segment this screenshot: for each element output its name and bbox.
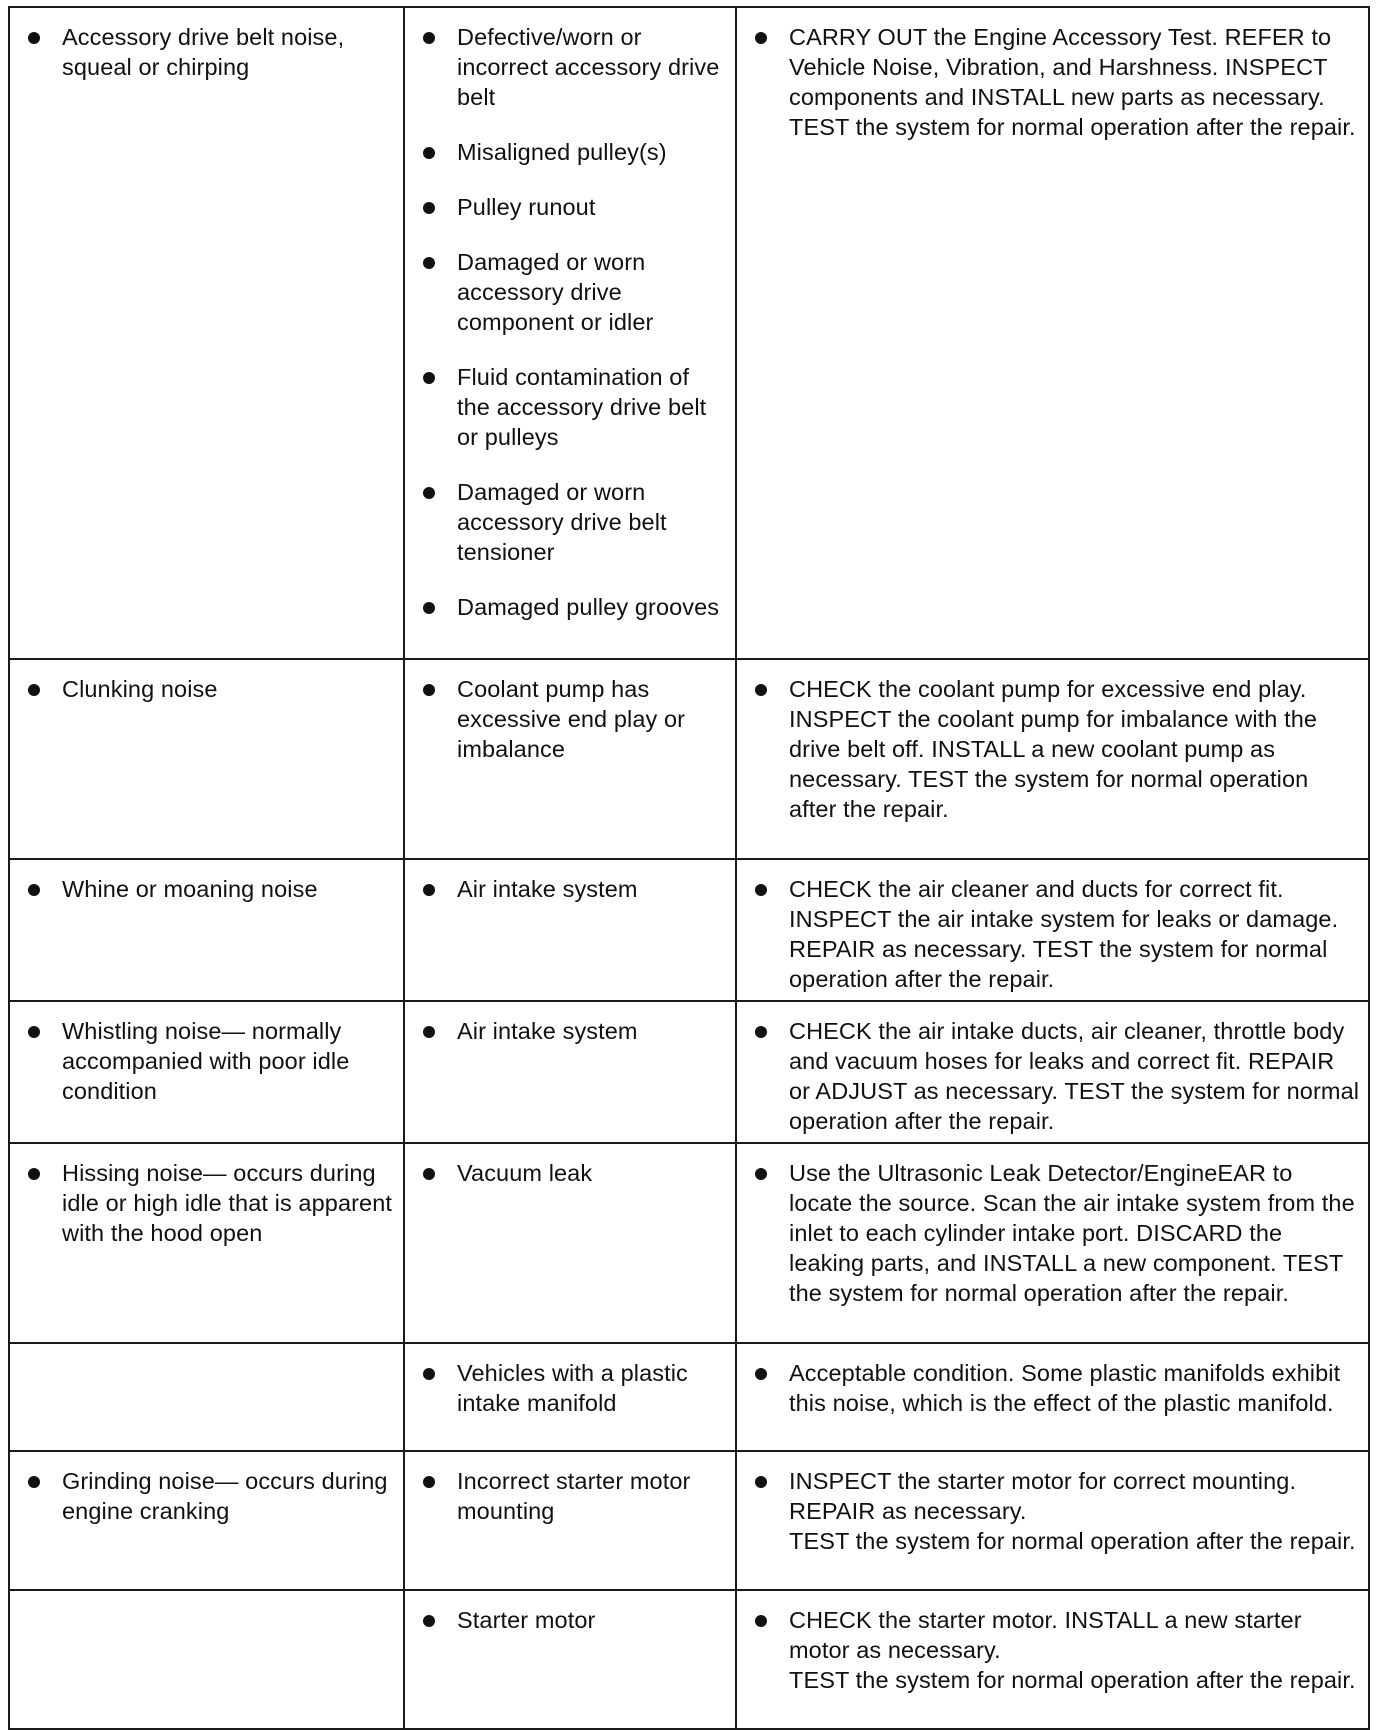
cause-cell — [404, 1143, 736, 1343]
cause-text: Starter motor — [457, 1607, 596, 1633]
bullet-icon — [28, 1026, 40, 1038]
cause-item — [423, 874, 727, 904]
cause-text: Air intake system — [457, 1018, 638, 1044]
symptom-item — [28, 1158, 395, 1248]
cause-text: Misaligned pulley(s) — [457, 139, 667, 165]
cause-item — [423, 592, 727, 622]
cause-item — [423, 1605, 727, 1635]
action-item — [755, 1016, 1360, 1136]
bullet-icon — [423, 602, 435, 614]
cause-text: Air intake system — [457, 876, 638, 902]
cause-text: Vehicles with a plastic intake manifold — [457, 1360, 688, 1416]
action-cell — [736, 1590, 1369, 1729]
action-item — [755, 22, 1360, 142]
table-row — [9, 1143, 1369, 1343]
bullet-icon — [755, 1168, 767, 1180]
symptom-item — [28, 1016, 395, 1106]
action-item — [755, 1605, 1360, 1695]
bullet-icon — [755, 1476, 767, 1488]
bullet-icon — [423, 147, 435, 159]
bullet-icon — [755, 1615, 767, 1627]
symptom-cell — [9, 859, 404, 1001]
cause-item — [423, 1158, 727, 1188]
action-item — [755, 1158, 1360, 1308]
bullet-icon — [28, 1168, 40, 1180]
bullet-icon — [28, 32, 40, 44]
cause-cell — [404, 7, 736, 659]
bullet-icon — [755, 32, 767, 44]
action-item — [755, 874, 1360, 994]
bullet-icon — [755, 1368, 767, 1380]
bullet-icon — [423, 202, 435, 214]
action-cell — [736, 1343, 1369, 1451]
bullet-icon — [423, 372, 435, 384]
table-row — [9, 1343, 1369, 1451]
bullet-icon — [28, 884, 40, 896]
symptom-cell — [9, 659, 404, 859]
bullet-icon — [423, 1026, 435, 1038]
symptom-cell — [9, 1001, 404, 1143]
table-row — [9, 1001, 1369, 1143]
action-text: CHECK the air intake ducts, air cleaner, throttle body and vacuum hoses for leaks and correct fit. REPAIR or ADJUST as necessary. TEST the system for normal operation after the repair. — [789, 1018, 1360, 1134]
symptom-item — [28, 874, 395, 904]
action-item — [755, 674, 1360, 824]
action-cell — [736, 659, 1369, 859]
action-cell — [736, 859, 1369, 1001]
cause-item — [423, 137, 727, 167]
symptom-cell — [9, 1590, 404, 1729]
symptom-text: Whine or moaning noise — [62, 876, 318, 902]
cause-cell — [404, 1343, 736, 1451]
bullet-icon — [423, 1368, 435, 1380]
action-item — [755, 1466, 1360, 1556]
cause-item — [423, 22, 727, 112]
cause-text: Incorrect starter motor mounting — [457, 1468, 691, 1524]
bullet-icon — [423, 684, 435, 696]
table-row — [9, 1590, 1369, 1729]
action-cell — [736, 1451, 1369, 1590]
cause-item — [423, 1466, 727, 1526]
table-row — [9, 659, 1369, 859]
cause-item — [423, 1358, 727, 1418]
cause-cell — [404, 659, 736, 859]
symptom-item — [28, 674, 395, 704]
bullet-icon — [423, 1168, 435, 1180]
bullet-icon — [423, 257, 435, 269]
cause-text: Vacuum leak — [457, 1160, 593, 1186]
bullet-icon — [755, 684, 767, 696]
action-text: CARRY OUT the Engine Accessory Test. REFER to Vehicle Noise, Vibration, and Harshness. INSPECT components and INSTALL new parts as necessary. TEST the system for normal operation after the repair. — [789, 24, 1356, 140]
action-cell — [736, 1001, 1369, 1143]
table-row — [9, 859, 1369, 1001]
cause-item — [423, 477, 727, 567]
symptom-item — [28, 1466, 395, 1526]
cause-text: Damaged or worn accessory drive component or idler — [457, 249, 654, 335]
cause-cell — [404, 1001, 736, 1143]
cause-text: Pulley runout — [457, 194, 596, 220]
symptom-text: Accessory drive belt noise, squeal or chirping — [62, 24, 345, 80]
symptom-cell — [9, 7, 404, 659]
cause-cell — [404, 1590, 736, 1729]
action-cell — [736, 1143, 1369, 1343]
bullet-icon — [28, 1476, 40, 1488]
symptom-text: Grinding noise— occurs during engine cranking — [62, 1468, 388, 1524]
bullet-icon — [755, 1026, 767, 1038]
cause-cell — [404, 1451, 736, 1590]
symptom-text: Whistling noise— normally accompanied with poor idle condition — [62, 1018, 350, 1104]
symptom-cell — [9, 1143, 404, 1343]
bullet-icon — [423, 1615, 435, 1627]
bullet-icon — [423, 487, 435, 499]
cause-item — [423, 1016, 727, 1046]
symptom-cell — [9, 1343, 404, 1451]
cause-item — [423, 247, 727, 337]
action-text: Acceptable condition. Some plastic manifolds exhibit this noise, which is the effect of the plastic manifold. — [789, 1360, 1341, 1416]
cause-text: Coolant pump has excessive end play or imbalance — [457, 676, 686, 762]
action-text: CHECK the starter motor. INSTALL a new starter motor as necessary. TEST the system for normal operation after the repair. — [789, 1607, 1356, 1693]
cause-text: Fluid contamination of the accessory drive belt or pulleys — [457, 364, 707, 450]
cause-item — [423, 674, 727, 764]
cause-text: Damaged pulley grooves — [457, 594, 720, 620]
bullet-icon — [423, 1476, 435, 1488]
bullet-icon — [28, 684, 40, 696]
table-row — [9, 1451, 1369, 1590]
action-text: INSPECT the starter motor for correct mounting. REPAIR as necessary. TEST the system for normal operation after the repair. — [789, 1468, 1356, 1554]
diagnosis-table — [8, 6, 1370, 1730]
cause-item — [423, 192, 727, 222]
table-row — [9, 7, 1369, 659]
action-text: CHECK the coolant pump for excessive end play. INSPECT the coolant pump for imbalance with the drive belt off. INSTALL a new coolant pump as necessary. TEST the system for normal operation after the repair. — [789, 676, 1318, 822]
bullet-icon — [755, 884, 767, 896]
action-text: CHECK the air cleaner and ducts for correct fit. INSPECT the air intake system for leaks or damage. REPAIR as necessary. TEST the system for normal operation after the repair. — [789, 876, 1339, 992]
cause-item — [423, 362, 727, 452]
bullet-icon — [423, 884, 435, 896]
symptom-text: Hissing noise— occurs during idle or high idle that is apparent with the hood open — [62, 1160, 393, 1246]
action-item — [755, 1358, 1360, 1418]
bullet-icon — [423, 32, 435, 44]
symptom-item — [28, 22, 395, 82]
cause-text: Defective/worn or incorrect accessory drive belt — [457, 24, 720, 110]
symptom-text: Clunking noise — [62, 676, 218, 702]
action-text: Use the Ultrasonic Leak Detector/EngineEAR to locate the source. Scan the air intake system from the inlet to each cylinder intake port. DISCARD the leaking parts, and INSTALL a new component. TEST the system for normal operation after the repair. — [789, 1160, 1355, 1306]
cause-text: Damaged or worn accessory drive belt tensioner — [457, 479, 667, 565]
action-cell — [736, 7, 1369, 659]
cause-cell — [404, 859, 736, 1001]
symptom-cell — [9, 1451, 404, 1590]
